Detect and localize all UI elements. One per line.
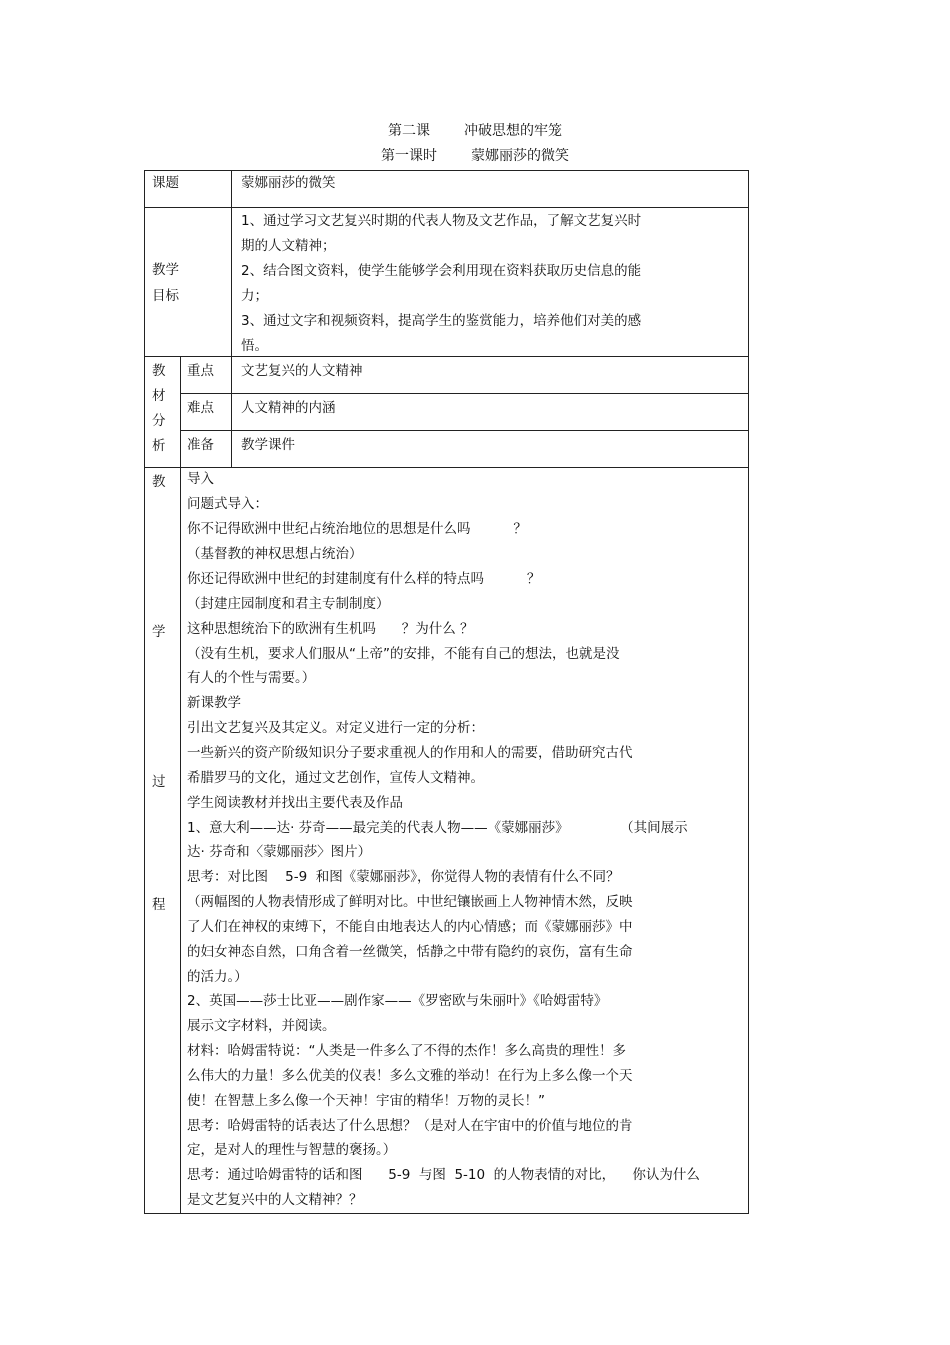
objective-line: 3、通过文字和视频资料，提高学生的鉴赏能力，培养他们对美的感 [241,313,642,329]
process-line: 有人的个性与需要。） [187,670,316,686]
process-label-char: 过 [152,774,166,790]
key-point-value: 文艺复兴的人文精神 [241,363,363,379]
lesson-heading [0,120,950,140]
objective-line: 2、结合图文资料，使学生能够学会利用现在资料获取历史信息的能 [241,263,642,279]
process-line: 你还记得欧洲中世纪的封建制度有什么样的特点吗 ？ [187,571,541,587]
analysis-label-char: 分 [152,413,166,429]
analysis-label-char: 析 [152,438,166,454]
table-border-top [144,170,749,171]
period-heading [0,145,950,165]
lesson-title: 冲破思想的牢笼 [464,123,562,139]
table-divider [144,356,749,357]
process-label-char: 程 [152,897,166,913]
objective-line: 期的人文精神； [241,238,336,254]
analysis-label-char: 教 [152,363,166,379]
objectives-label: 目标 [152,288,179,304]
process-line: 的妇女神态自然，口角含着一丝微笑，恬静之中带有隐约的哀伤，富有生命 [187,944,633,960]
process-line: 使！在智慧上多么像一个天神！宇宙的精华！万物的灵长！” [187,1093,545,1109]
process-line: 思考：对比图 5-9 和图《蒙娜丽莎》，你觉得人物的表情有什么不同？ [187,869,620,885]
process-line: 问题式导入： [187,496,268,512]
process-line: 引出文艺复兴及其定义。对定义进行一定的分析： [187,720,484,736]
topic-value: 蒙娜丽莎的微笑 [241,175,336,191]
process-line: 材料：哈姆雷特说：“人类是一件多么了不得的杰作！多么高贵的理性！多 [187,1043,626,1059]
table-divider [144,207,749,208]
process-line: 是文艺复兴中的人文精神？？ [187,1192,363,1208]
process-line: （两幅图的人物表情形成了鲜明对比。中世纪镶嵌画上人物神情木然，反映 [187,894,633,910]
difficulty-label: 难点 [187,400,214,416]
process-label-char: 教 [152,474,166,490]
process-line: 你不记得欧洲中世纪占统治地位的思想是什么吗 ？ [187,521,527,537]
period-title: 蒙娜丽莎的微笑 [471,148,569,164]
table-divider [144,467,749,468]
analysis-label-char: 材 [152,388,166,404]
process-line: （没有生机，要求人们服从“上帝”的安排，不能有自己的想法，也就是没 [187,646,620,662]
table-divider [180,430,749,431]
process-line: 2、英国——莎士比亚——剧作家——《罗密欧与朱丽叶》《哈姆雷特》 [187,993,608,1009]
table-border-left [144,170,145,1214]
difficulty-value: 人文精神的内涵 [241,400,336,416]
lesson-number: 第二课 [388,123,430,139]
objective-line: 悟。 [241,338,268,354]
key-point-label: 重点 [187,363,214,379]
process-line: 思考：通过哈姆雷特的话和图 5-9 与图 5-10 的人物表情的对比， 你认为什么 [187,1167,700,1183]
process-line: 了人们在神权的束缚下，不能自由地表达人的内心情感；而《蒙娜丽莎》中 [187,919,633,935]
process-line: 这种思想统治下的欧洲有生机吗 ？为什么 ？ [187,621,474,637]
process-line: 导入 [187,471,214,487]
topic-label: 课题 [152,175,179,191]
process-line: 希腊罗马的文化，通过文艺创作，宣传人文精神。 [187,770,484,786]
objectives-label: 教学 [152,262,179,278]
objective-line: 1、通过学习文艺复兴时期的代表人物及文艺作品，了解文艺复兴时 [241,213,642,229]
process-line: 新课教学 [187,695,241,711]
process-line: 的活力。） [187,969,248,985]
table-divider-vertical [180,356,181,1214]
process-line: 么伟大的力量！多么优美的仪表！多么文雅的举动！在行为上多么像一个天 [187,1068,633,1084]
table-divider [180,393,749,394]
table-border-bottom [144,1213,749,1214]
preparation-value: 教学课件 [241,437,295,453]
process-line: 思考：哈姆雷特的话表达了什么思想？（是对人在宇宙中的价值与地位的肯 [187,1118,633,1134]
process-line: 达· 芬奇和〈蒙娜丽莎〉图片） [187,844,372,860]
process-line: 学生阅读教材并找出主要代表及作品 [187,795,403,811]
process-line: 一些新兴的资产阶级知识分子要求重视人的作用和人的需要，借助研究古代 [187,745,633,761]
process-line: （基督教的神权思想占统治） [187,546,363,562]
preparation-label: 准备 [187,437,214,453]
process-line: 1、意大利——达· 芬奇——最完美的代表人物——《蒙娜丽莎》 （其间展示 [187,820,688,836]
process-line: 展示文字材料，并阅读。 [187,1018,336,1034]
period-number: 第一课时 [381,148,437,164]
process-line: 定，是对人的理性与智慧的褒扬。） [187,1142,397,1158]
process-label-char: 学 [152,624,166,640]
table-divider-vertical [231,170,232,468]
table-border-right [748,170,749,1214]
process-line: （封建庄园制度和君主专制制度） [187,596,390,612]
objective-line: 力； [241,288,268,304]
